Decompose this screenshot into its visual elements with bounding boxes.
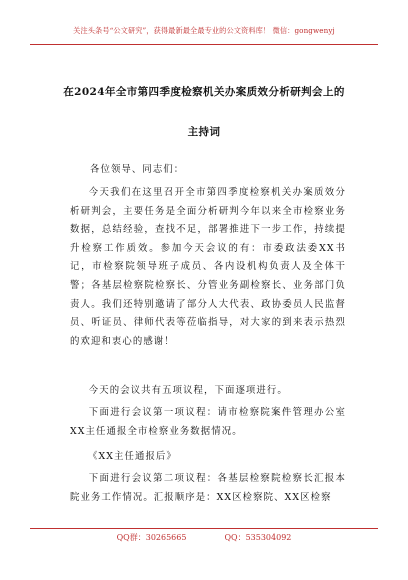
document-title-line-1: 在2024年全市第四季度检察机关办案质效分析研判会上的 bbox=[63, 86, 345, 98]
paragraph-agenda-item-2: 下面进行会议第二项议程：各基层检察院检察长汇报本院业务工作情况。汇报顺序是：XX区检察院、XX区检察 bbox=[70, 473, 346, 503]
salutation: 各位领导、同志们： bbox=[90, 164, 185, 175]
footer-contact bbox=[0, 532, 408, 543]
paragraph-opening: 今天我们在这里召开全市第四季度检察机关办案质效分析研判会，主要任务是全面分析研判今年以来全市检察业务数据，总结经验，查找不足，部署推进下一步工作，持续提升检察工作质效。参加今天会议的有：市委政法委XX书记，市检察院领导班子成员、各内设机构负责人及全体干警；各基层检察院检察长、分管业务副检察长、业务部门负责人。我们还特别邀请了部分人大代表、政协委员人民监督员、听证员、律师代表等莅临指导，对大家的到来表示热烈的欢迎和衷心的感谢！ bbox=[70, 187, 346, 347]
paragraph-stage-note: 《XX主任通报后》 bbox=[88, 451, 177, 462]
paragraph-agenda-item-1: 下面进行会议第一项议程：请市检察院案件管理办公室XX主任通报全市检察业务数据情况。 bbox=[70, 407, 346, 437]
footer-divider bbox=[30, 528, 378, 529]
paragraph-agenda-overview: 今天的会议共有五项议程，下面逐项进行。 bbox=[88, 385, 288, 396]
header-banner: 关注头条号“公文研究”，获得最新最全最专业的公文资料库！ 微信：gongwenyj bbox=[73, 26, 335, 35]
footer-qq: QQ：535304092 bbox=[224, 533, 292, 542]
header-divider bbox=[30, 44, 378, 45]
document-title-line-2: 主持词 bbox=[187, 126, 221, 138]
footer-qq-group: QQ群：30265665 bbox=[116, 533, 187, 542]
